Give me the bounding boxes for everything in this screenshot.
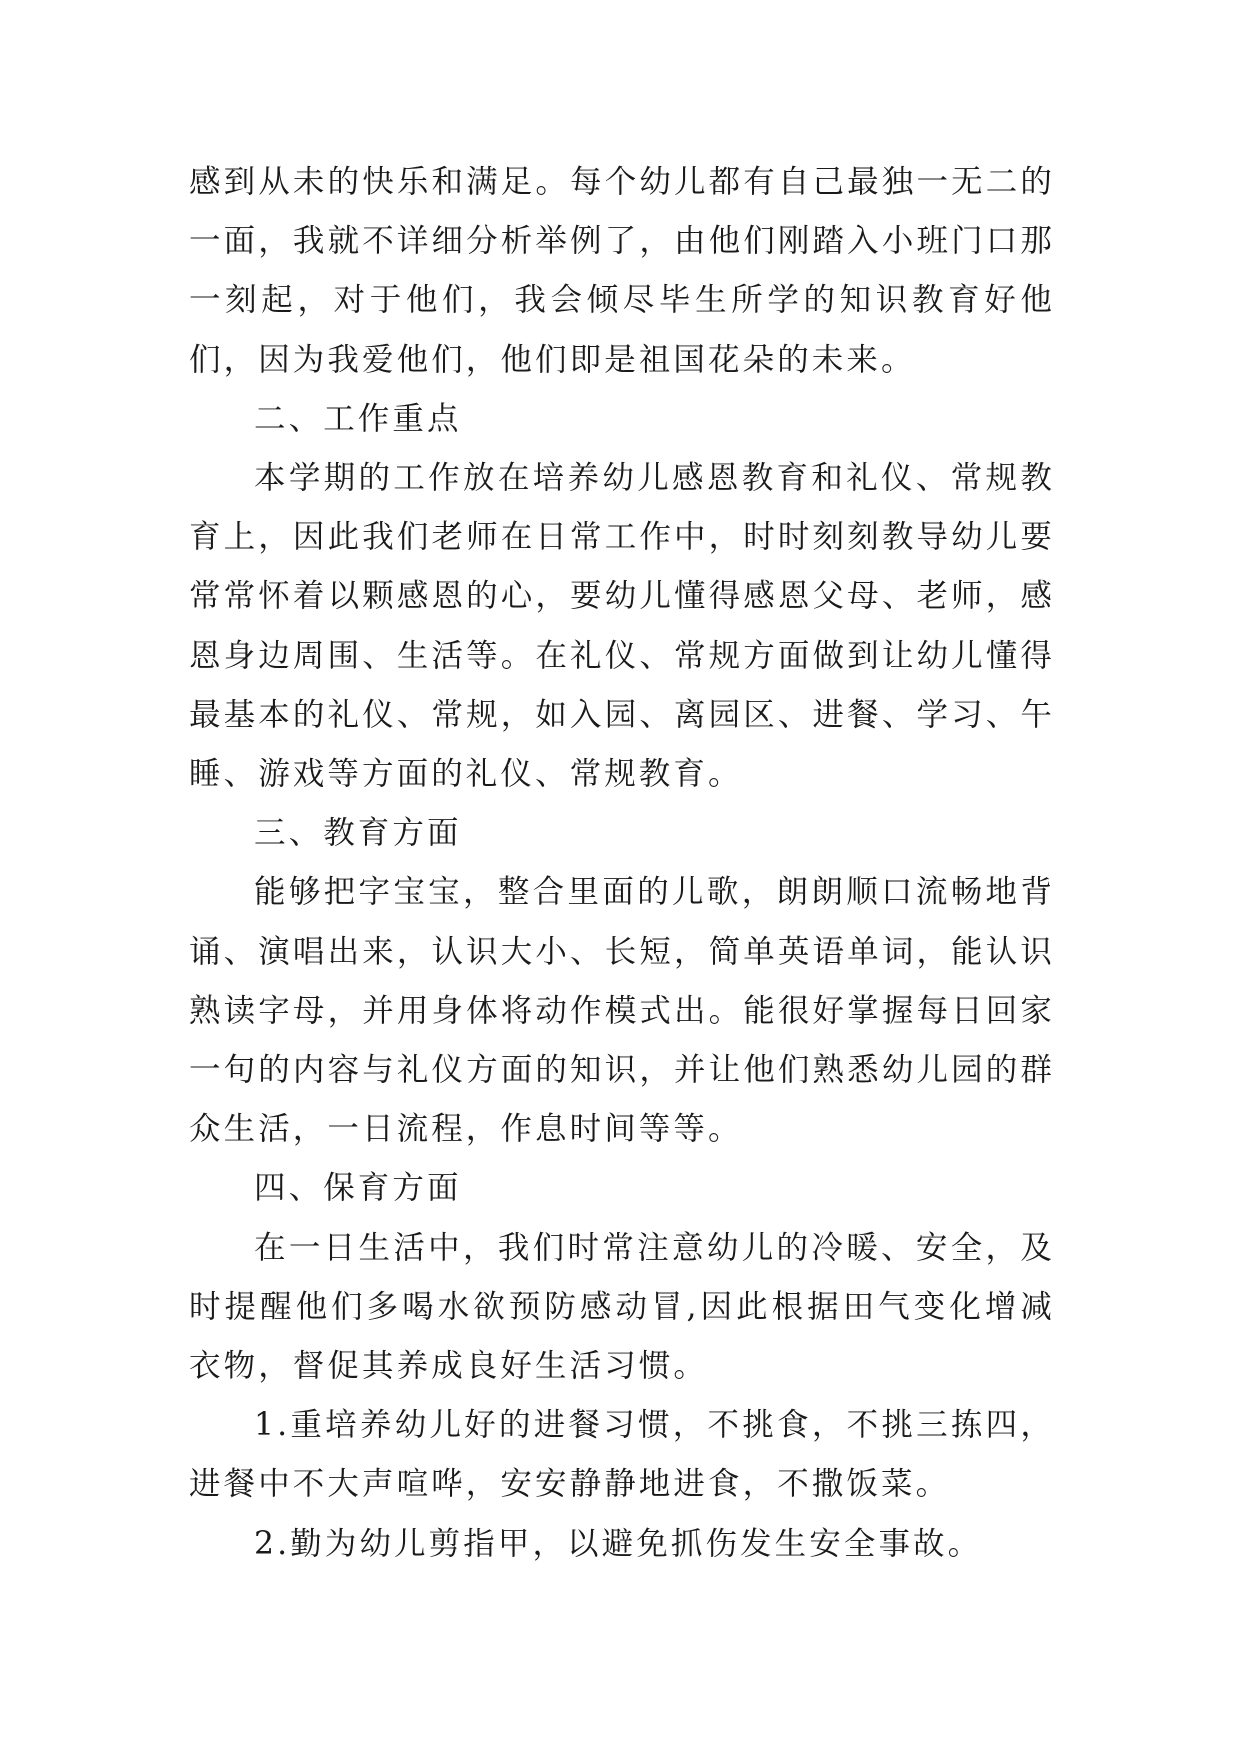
list-item-nail-trimming: 2.勤为幼儿剪指甲，以避免抓伤发生安全事故。 bbox=[254, 1525, 983, 1562]
section-heading-care: 四、保育方面 bbox=[254, 1170, 462, 1207]
section-heading-work-focus: 二、工作重点 bbox=[254, 400, 462, 437]
paragraph-education: 能够把字宝宝，整合里面的儿歌，朗朗顺口流畅地背诵、演唱出来，认识大小、长短，简单英语单词，能认识熟读字母，并用身体将动作模式出。能很好掌握每日回家一句的内容与礼仪方面的知识，并让他们熟悉幼儿园的群众生活，一日流程，作息时间等等。 bbox=[189, 874, 1055, 1148]
section-heading-education: 三、教育方面 bbox=[254, 815, 462, 852]
paragraph-care: 在一日生活中，我们时常注意幼儿的冷暖、安全，及时提醒他们多喝水欲预防感动冒,因此根据田气变化增减衣物，督促其养成良好生活习惯。 bbox=[189, 1229, 1055, 1385]
paragraph-continued: 感到从未的快乐和满足。每个幼儿都有自己最独一无二的一面，我就不详细分析举例了，由他们刚踏入小班门口那一刻起，对于他们，我会倾尽毕生所学的知识教育好他们，因为我爱他们，他们即是祖国花朵的未来。 bbox=[189, 164, 1055, 378]
list-item-meal-habits: 1.重培养幼儿好的进餐习惯，不挑食，不挑三拣四，进餐中不大声喧哗，安安静静地进食，不撒饭菜。 bbox=[189, 1407, 1055, 1503]
paragraph-work-focus: 本学期的工作放在培养幼儿感恩教育和礼仪、常规教育上，因此我们老师在日常工作中，时时刻刻教导幼儿要常常怀着以颗感恩的心，要幼儿懂得感恩父母、老师，感恩身边周围、生活等。在礼仪、常规方面做到让幼儿懂得最基本的礼仪、常规，如入园、离园区、进餐、学习、午睡、游戏等方面的礼仪、常规教育。 bbox=[189, 460, 1055, 793]
document-body bbox=[189, 153, 1055, 1574]
